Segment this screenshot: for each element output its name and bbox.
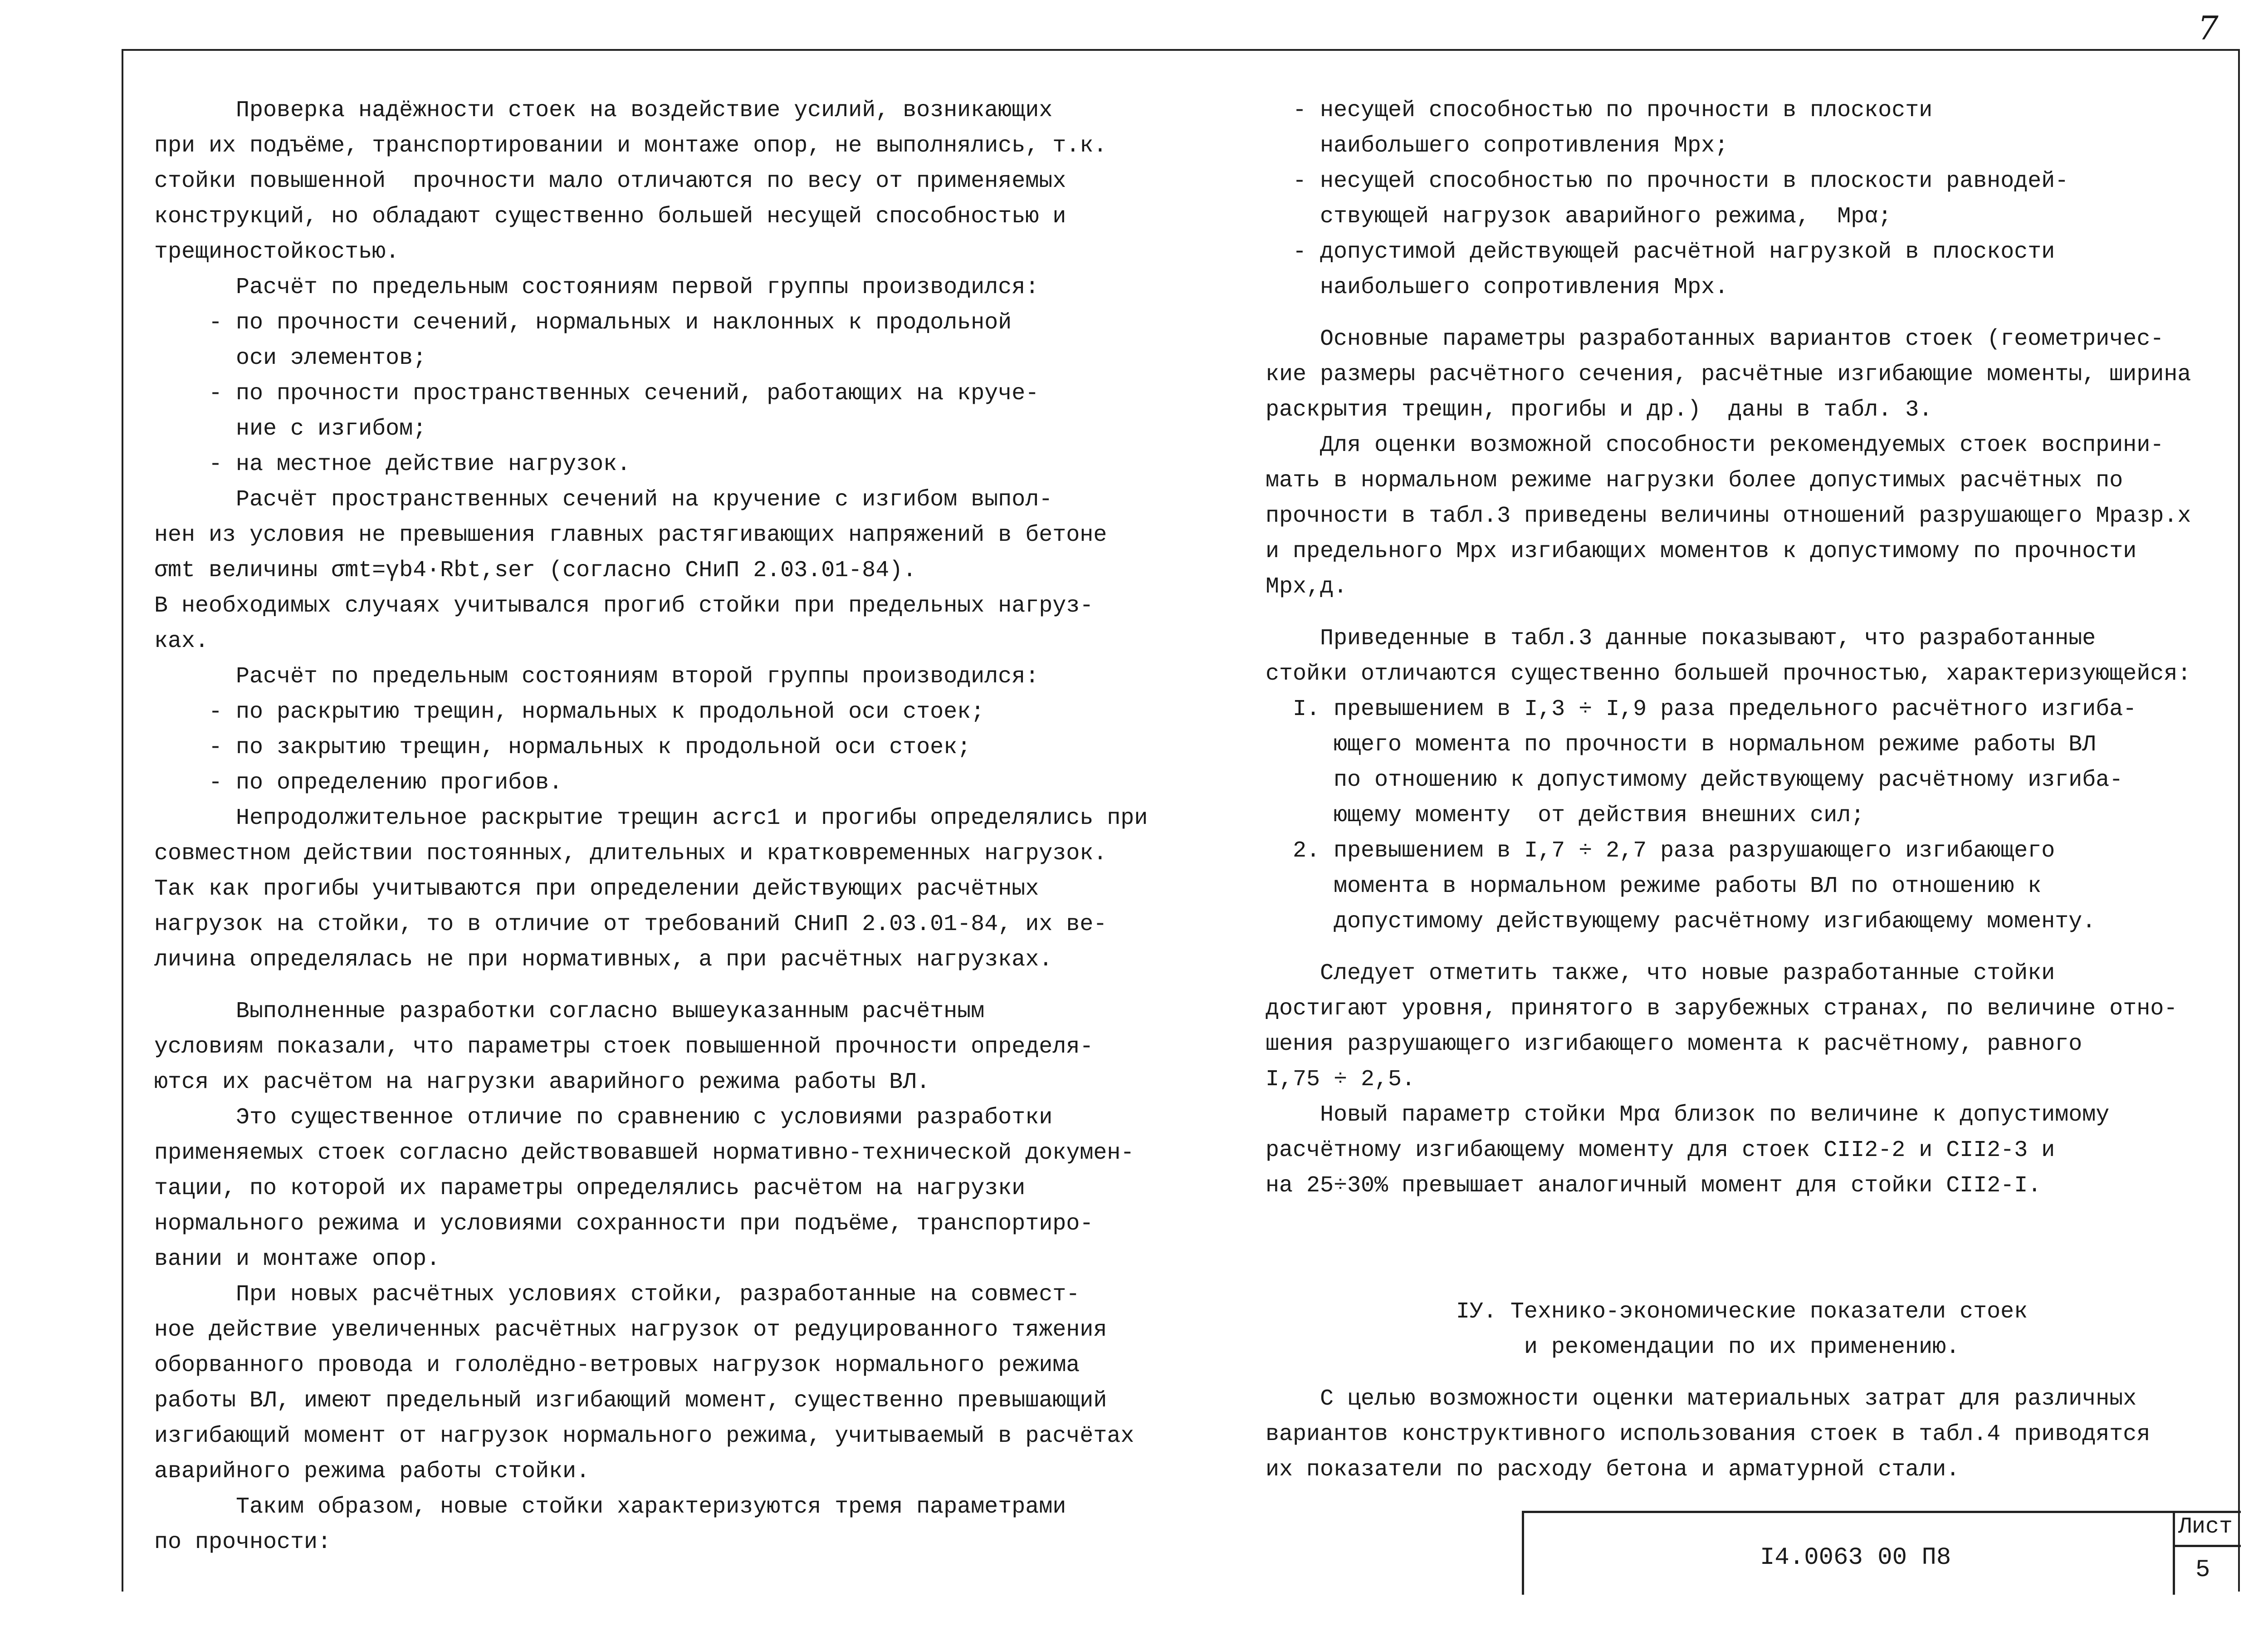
- text-line: работы ВЛ, имеют предельный изгибающий момент, существенно превышающий: [154, 1388, 1107, 1414]
- paragraph-main-parameters: [1266, 322, 2218, 605]
- sheet-number: 5: [2195, 1556, 2210, 1584]
- text-line: Выполненные разработки согласно вышеуказанным расчётным: [154, 999, 985, 1024]
- paragraph-reliability-check: [154, 93, 1211, 270]
- section-gap: [1266, 1204, 2218, 1294]
- text-line: Приведенные в табл.3 данные показывают, что разработанные: [1266, 626, 2096, 651]
- text-line: кие размеры расчётного сечения, расчётные изгибающие моменты, ширина: [1266, 362, 2191, 387]
- handwritten-page-number: 7: [2198, 9, 2219, 47]
- text-line: I,75 ÷ 2,5.: [1266, 1067, 1416, 1092]
- paragraph-gap: [1266, 305, 2218, 322]
- text-line: Для оценки возможной способности рекомендуемых стоек восприни-: [1266, 432, 2164, 458]
- section-heading: IУ. Технико-экономические показатели стоек: [1456, 1299, 2028, 1325]
- text-line: мать в нормальном режиме нагрузки более допустимых расчётных по: [1266, 468, 2123, 494]
- title-block-stamp: [1522, 1511, 2241, 1595]
- paragraph-table3-findings: [1266, 621, 2218, 940]
- paragraph-gap: [1266, 1365, 2218, 1381]
- list-item: - по раскрытию трещин, нормальных к продольной оси стоек;: [154, 699, 985, 725]
- text-line: изгибающий момент от нагрузок нормального режима, учитываемый в расчётах: [154, 1423, 1134, 1449]
- list-item: 2. превышением в I,7 ÷ 2,7 раза разрушающего изгибающего: [1266, 838, 2055, 864]
- text-line: ствующей нагрузок аварийного режима, Mpα;: [1266, 204, 1892, 230]
- section-subheading: и рекомендации по их применению.: [1524, 1334, 1960, 1360]
- text-line: при их подъёме, транспортировании и монтаже опор, не выполнялись, т.к.: [154, 133, 1107, 159]
- text-line: Так как прогибы учитываются при определении действующих расчётных: [154, 876, 1039, 902]
- text-line: Mpx,д.: [1266, 574, 1348, 600]
- text-line: личина определялась не при нормативных, а при расчётных нагрузках.: [154, 947, 1053, 973]
- paragraph-new-design-conditions: [154, 1277, 1211, 1560]
- text-line: Расчёт по предельным состояниям второй группы производился:: [154, 664, 1039, 690]
- stamp-sheet-separator: [2173, 1545, 2241, 1547]
- left-text-column: [154, 93, 1211, 1560]
- list-item: - несущей способностью по прочности в плоскости: [1266, 98, 1933, 123]
- text-line: совместном действии постоянных, длительных и кратковременных нагрузок.: [154, 841, 1107, 867]
- stamp-divider-line: [2173, 1513, 2175, 1595]
- text-line: Таким образом, новые стойки характеризуются тремя параметрами: [154, 1494, 1066, 1520]
- list-item: I. превышением в I,3 ÷ I,9 раза предельного расчётного изгиба-: [1266, 696, 2137, 722]
- text-line: вариантов конструктивного использования стоек в табл.4 приводятся: [1266, 1421, 2151, 1447]
- text-line: тации, по которой их параметры определялись расчётом на нагрузки: [154, 1176, 1026, 1201]
- frame-top-line: [122, 49, 2240, 51]
- text-line: прочности в табл.3 приведены величины отношений разрушающего Mразр.x: [1266, 503, 2191, 529]
- list-item: - по прочности сечений, нормальных и наклонных к продольной: [154, 310, 1012, 336]
- paragraph-gap: [1266, 605, 2218, 621]
- paragraph-foreign-comparison: [1266, 956, 2218, 1204]
- frame-left-line: [122, 49, 123, 1592]
- paragraph-strength-parameters: [1266, 93, 2218, 305]
- list-item: - по определению прогибов.: [154, 770, 563, 796]
- text-line: наибольшего сопротивления Mpx;: [1266, 133, 1729, 159]
- text-line: аварийного режима работы стойки.: [154, 1459, 590, 1484]
- list-item: - на местное действие нагрузок.: [154, 451, 631, 477]
- text-line: допустимому действующему расчётному изгибающему моменту.: [1266, 909, 2096, 935]
- text-line: нормального режима и условиями сохранности при подъёме, транспортиро-: [154, 1211, 1094, 1237]
- text-line: Проверка надёжности стоек на воздействие усилий, возникающих: [154, 98, 1053, 123]
- text-line: на 25÷30% превышает аналогичный момент для стойки СII2-I.: [1266, 1173, 2042, 1199]
- text-line: оборванного провода и гололёдно-ветровых нагрузок нормального режима: [154, 1352, 1080, 1378]
- paragraph-cost-indicators: [1266, 1381, 2218, 1488]
- text-line: Расчёт по предельным состояниям первой группы производился:: [154, 274, 1039, 300]
- text-line: нен из условия не превышения главных растягивающих напряжений в бетоне: [154, 522, 1107, 548]
- text-line: и предельного Mpx изгибающих моментов к допустимому по прочности: [1266, 539, 2137, 564]
- right-text-column: [1266, 93, 2218, 1488]
- paragraph-gap: [154, 978, 1211, 994]
- text-line: конструкций, но обладают существенно большей несущей способностью и: [154, 204, 1066, 230]
- text-line: Новый параметр стойки Mpα близок по величине к допустимому: [1266, 1102, 2110, 1128]
- text-line: При новых расчётных условиях стойки, разработанные на совмест-: [154, 1282, 1080, 1308]
- paragraph-development-results: [154, 994, 1211, 1277]
- text-line: оси элементов;: [154, 345, 427, 371]
- frame-right-line: [2238, 49, 2240, 1592]
- text-line: расчётному изгибающему моменту для стоек СII2-2 и СII2-3 и: [1266, 1137, 2055, 1163]
- text-line: Непродолжительное раскрытие трещин acrc1 и прогибы определялись при: [154, 805, 1148, 831]
- text-line: С целью возможности оценки материальных затрат для различных: [1266, 1386, 2137, 1412]
- text-line: применяемых стоек согласно действовавшей нормативно-технической докумен-: [154, 1140, 1134, 1166]
- text-line: Расчёт пространственных сечений на кручение с изгибом выпол-: [154, 487, 1053, 513]
- text-line: шения разрушающего изгибающего момента к расчётному, равного: [1266, 1031, 2082, 1057]
- list-item: - по закрытию трещин, нормальных к продольной оси стоек;: [154, 735, 971, 760]
- text-line: по отношению к допустимому действующему расчётному изгиба-: [1266, 767, 2123, 793]
- text-line: стойки отличаются существенно большей прочностью, характеризующейся:: [1266, 661, 2191, 687]
- text-line: ющему моменту от действия внешних сил;: [1266, 803, 1865, 828]
- text-line: Это существенное отличие по сравнению с условиями разработки: [154, 1105, 1053, 1131]
- paragraph-torsion-calculation: [154, 482, 1211, 659]
- text-line: момента в нормальном режиме работы ВЛ по отношению к: [1266, 873, 2042, 899]
- text-line: достигают уровня, принятого в зарубежных странах, по величине отно-: [1266, 996, 2178, 1022]
- paragraph-second-group-limit-states: [154, 659, 1211, 978]
- text-line: ются их расчётом на нагрузки аварийного режима работы ВЛ.: [154, 1069, 930, 1095]
- text-line: условиям показали, что параметры стоек повышенной прочности определя-: [154, 1034, 1094, 1060]
- text-line: ющего момента по прочности в нормальном режиме работы ВЛ: [1266, 732, 2096, 758]
- text-line: Следует отметить также, что новые разработанные стойки: [1266, 960, 2055, 986]
- text-line: стойки повышенной прочности мало отличаются по весу от применяемых: [154, 168, 1066, 194]
- text-line: нагрузок на стойки, то в отличие от требований СНиП 2.03.01-84, их ве-: [154, 911, 1107, 937]
- text-line: раскрытия трещин, прогибы и др.) даны в табл. 3.: [1266, 397, 1933, 423]
- document-code: I4.0063 00 П8: [1760, 1544, 1951, 1572]
- text-line: вании и монтаже опор.: [154, 1246, 440, 1272]
- text-line: трещиностойкостью.: [154, 239, 400, 265]
- text-line: по прочности:: [154, 1529, 332, 1555]
- text-line: ках.: [154, 628, 209, 654]
- list-item: - допустимой действующей расчётной нагрузкой в плоскости: [1266, 239, 2055, 265]
- text-line: наибольшего сопротивления Mpx.: [1266, 274, 1729, 300]
- list-item: - несущей способностью по прочности в плоскости равнодей-: [1266, 168, 2069, 194]
- sheet-label: Лист: [2178, 1514, 2233, 1540]
- text-line: ние с изгибом;: [154, 416, 427, 442]
- paragraph-gap: [1266, 940, 2218, 956]
- text-line: Основные параметры разработанных вариантов стоек (геометричес-: [1266, 326, 2164, 352]
- list-item: - по прочности пространственных сечений, работающих на круче-: [154, 381, 1039, 407]
- text-line: ное действие увеличенных расчётных нагрузок от редуцированного тяжения: [154, 1317, 1107, 1343]
- text-line: их показатели по расходу бетона и арматурной стали.: [1266, 1457, 1960, 1483]
- paragraph-first-group-limit-states: [154, 270, 1211, 482]
- text-line: В необходимых случаях учитывался прогиб стойки при предельных нагруз-: [154, 593, 1094, 619]
- formula-line: σmt величины σmt=γb4·Rbt,ser (согласно СНиП 2.03.01-84).: [154, 558, 917, 583]
